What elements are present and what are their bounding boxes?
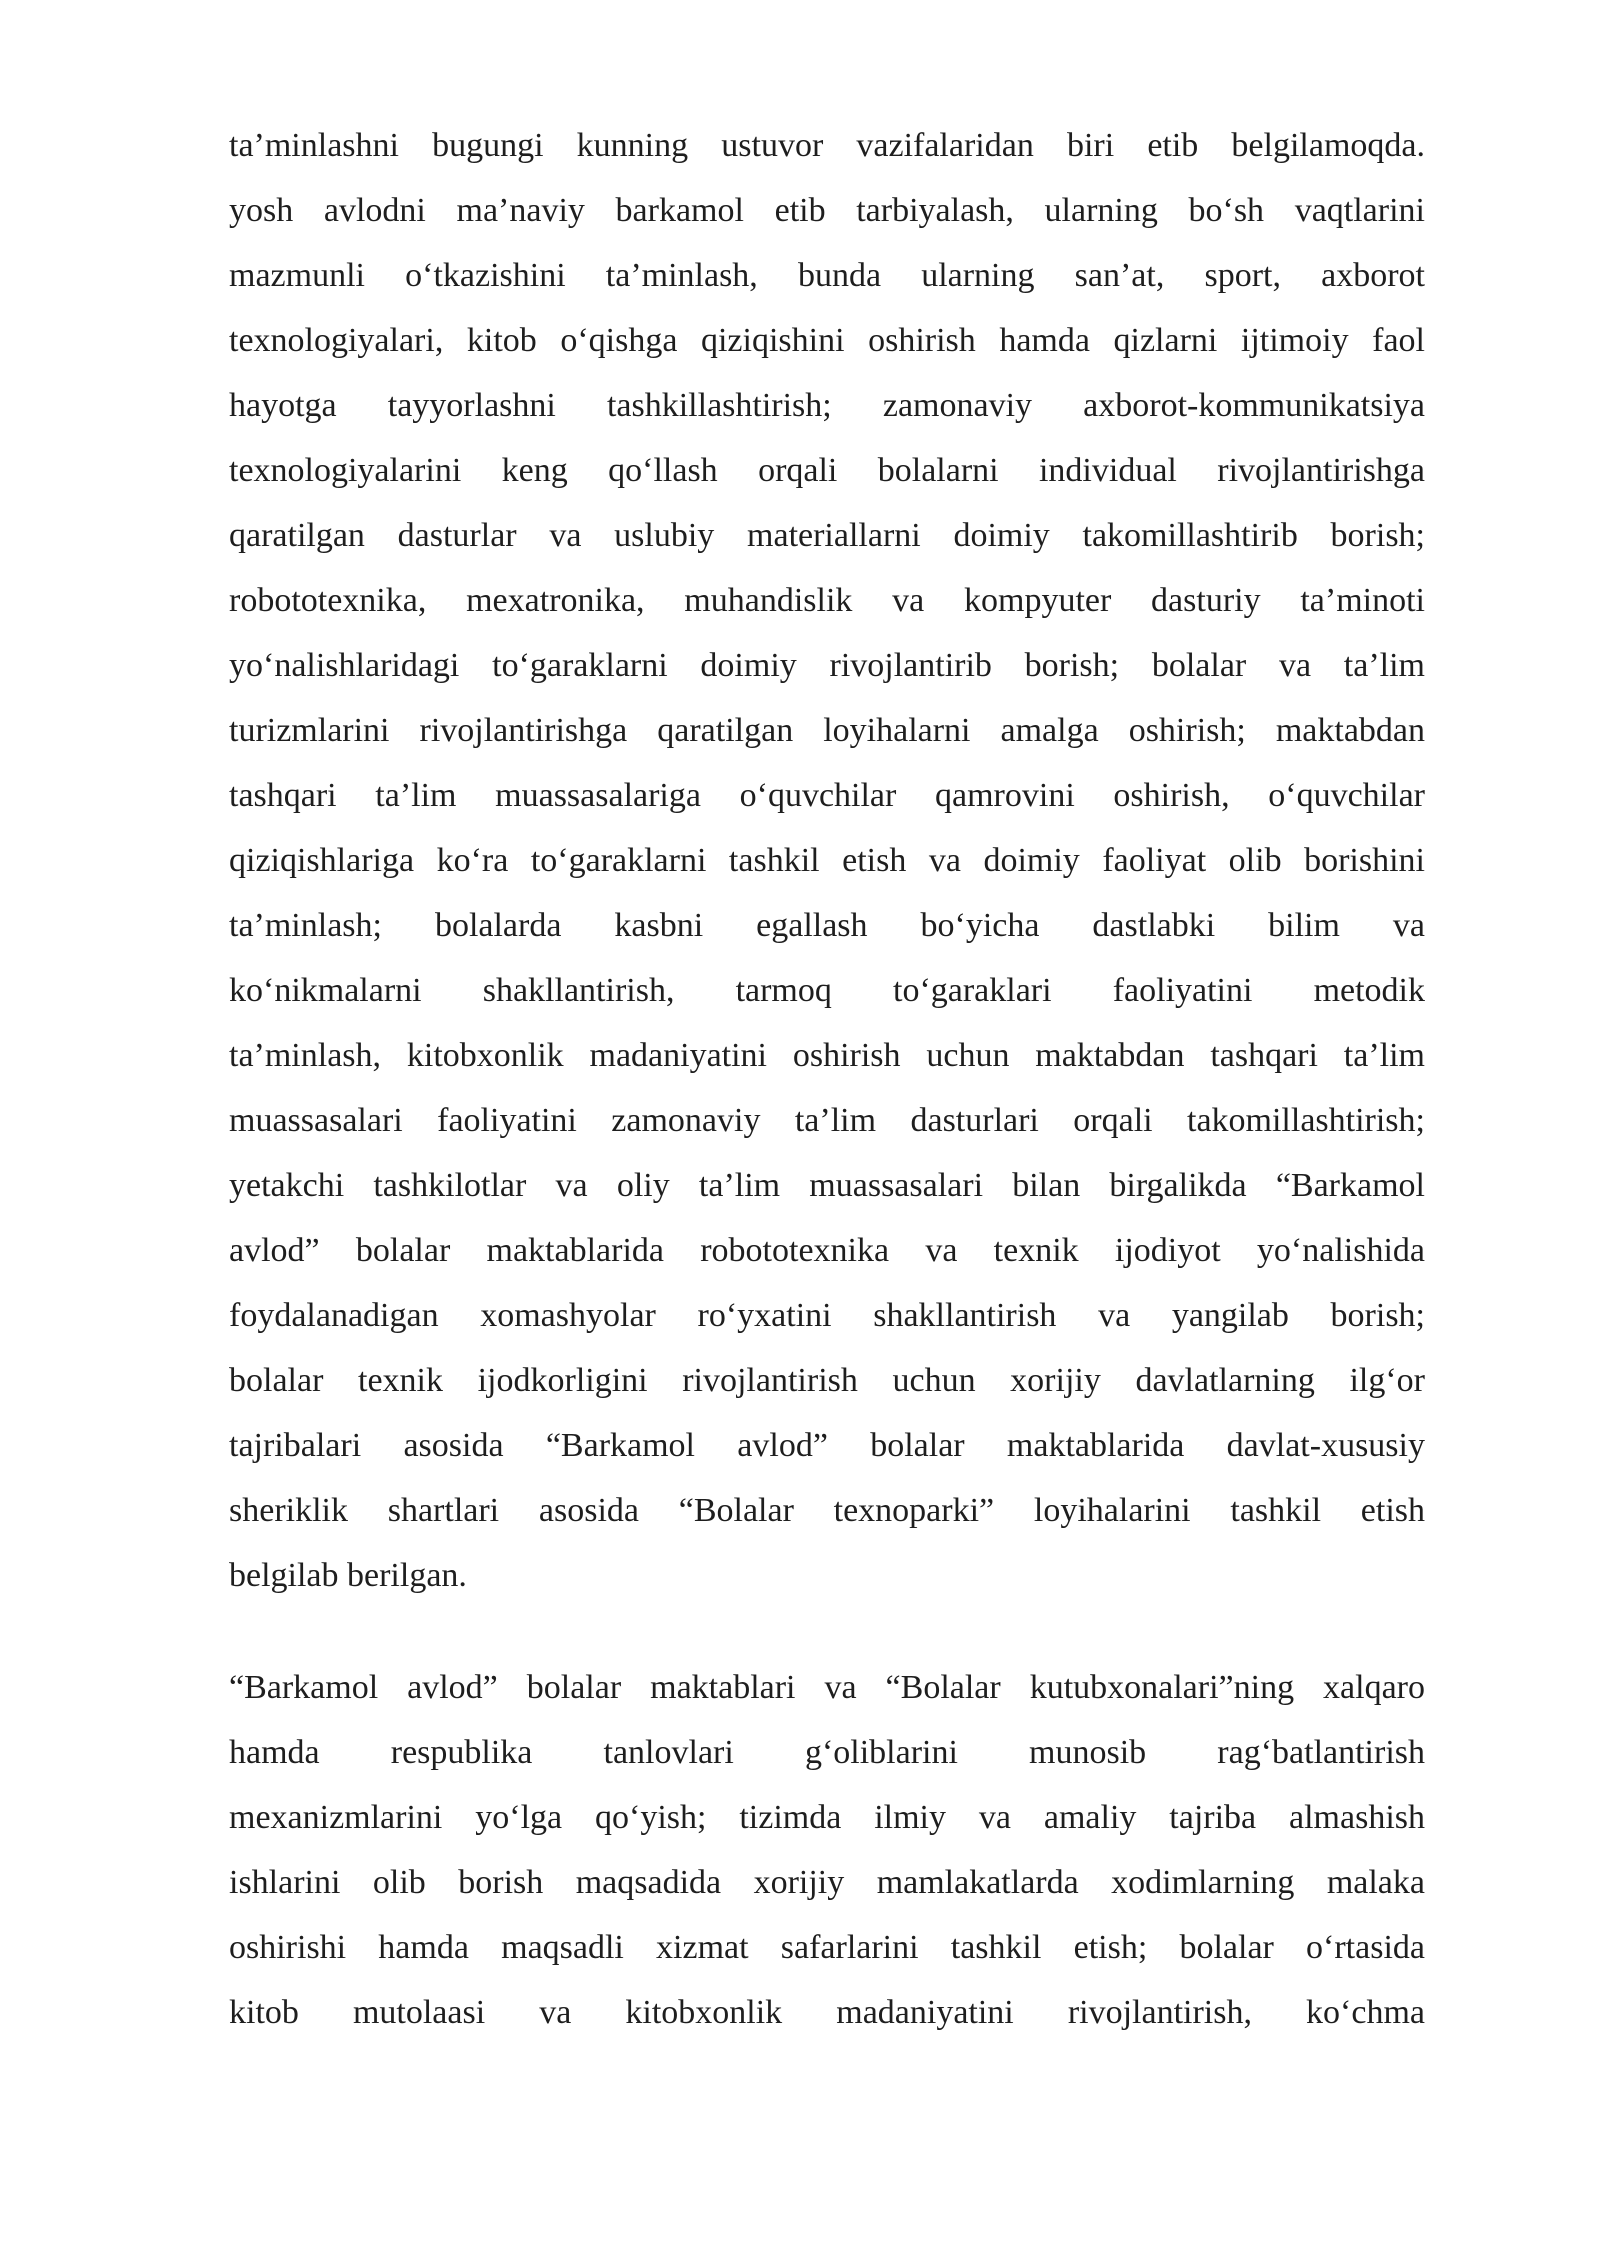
paragraph-line: texnologiyalari, kitob o‘qishga qiziqishini oshirish hamda qizlarni ijtimoiy faol bbox=[229, 322, 1425, 359]
paragraph-line: oshirishi hamda maqsadli xizmat safarlarini tashkil etish; bolalar o‘rtasida bbox=[229, 1929, 1425, 1966]
paragraph-line: qiziqishlariga ko‘ra to‘garaklarni tashkil etish va doimiy faoliyat olib borishini bbox=[229, 842, 1425, 879]
paragraph-line: bolalar texnik ijodkorligini rivojlantirish uchun xorijiy davlatlarning ilg‘or bbox=[229, 1362, 1425, 1399]
paragraph-line: muassasalari faoliyatini zamonaviy ta’lim dasturlari orqali takomillashtirish; bbox=[229, 1102, 1425, 1139]
paragraph-line: ta’minlashni bugungi kunning ustuvor vazifalaridan biri etib belgilamoqda. bbox=[229, 127, 1425, 164]
paragraph-line: ko‘nikmalarni shakllantirish, tarmoq to‘garaklari faoliyatini metodik bbox=[229, 972, 1425, 1009]
paragraph-line: texnologiyalarini keng qo‘llash orqali bolalarni individual rivojlantirishga bbox=[229, 452, 1425, 489]
paragraph-line: mazmunli o‘tkazishini ta’minlash, bunda ularning san’at, sport, axborot bbox=[229, 257, 1425, 294]
paragraph-line: turizmlarini rivojlantirishga qaratilgan loyihalarni amalga oshirish; maktabdan bbox=[229, 712, 1425, 749]
paragraph-line: avlod” bolalar maktablarida robototexnika va texnik ijodiyot yo‘nalishida bbox=[229, 1232, 1425, 1269]
paragraph-line: robototexnika, mexatronika, muhandislik va kompyuter dasturiy ta’minoti bbox=[229, 582, 1425, 619]
paragraph-line: tajribalari asosida “Barkamol avlod” bolalar maktablarida davlat-xususiy bbox=[229, 1427, 1425, 1464]
paragraph-line: foydalanadigan xomashyolar ro‘yxatini shakllantirish va yangilab borish; bbox=[229, 1297, 1425, 1334]
paragraph-line: yo‘nalishlaridagi to‘garaklarni doimiy rivojlantirib borish; bolalar va ta’lim bbox=[229, 647, 1425, 684]
paragraph-2 bbox=[229, 1655, 1425, 2045]
paragraph-1 bbox=[229, 113, 1425, 1608]
paragraph-line: yetakchi tashkilotlar va oliy ta’lim muassasalari bilan birgalikda “Barkamol bbox=[229, 1167, 1425, 1204]
paragraph-line: mexanizmlarini yo‘lga qo‘yish; tizimda ilmiy va amaliy tajriba almashish bbox=[229, 1799, 1425, 1836]
paragraph-line: qaratilgan dasturlar va uslubiy materiallarni doimiy takomillashtirib borish; bbox=[229, 517, 1425, 554]
paragraph-line: kitob mutolaasi va kitobxonlik madaniyatini rivojlantirish, ko‘chma bbox=[229, 1994, 1425, 2031]
paragraph-line: hayotga tayyorlashni tashkillashtirish; zamonaviy axborot-kommunikatsiya bbox=[229, 387, 1425, 424]
paragraph-line: hamda respublika tanlovlari g‘oliblarini munosib rag‘batlantirish bbox=[229, 1734, 1425, 1771]
paragraph-line: ta’minlash, kitobxonlik madaniyatini oshirish uchun maktabdan tashqari ta’lim bbox=[229, 1037, 1425, 1074]
paragraph-line: sheriklik shartlari asosida “Bolalar texnoparki” loyihalarini tashkil etish bbox=[229, 1492, 1425, 1529]
paragraph-line: belgilab berilgan. bbox=[229, 1557, 467, 1594]
paragraph-line: ta’minlash; bolalarda kasbni egallash bo‘yicha dastlabki bilim va bbox=[229, 907, 1425, 944]
paragraph-line: yosh avlodni ma’naviy barkamol etib tarbiyalash, ularning bo‘sh vaqtlarini bbox=[229, 192, 1425, 229]
paragraph-line: tashqari ta’lim muassasalariga o‘quvchilar qamrovini oshirish, o‘quvchilar bbox=[229, 777, 1425, 814]
paragraph-line: “Barkamol avlod” bolalar maktablari va “Bolalar kutubxonalari”ning xalqaro bbox=[229, 1669, 1425, 1706]
paragraph-line: ishlarini olib borish maqsadida xorijiy mamlakatlarda xodimlarning malaka bbox=[229, 1864, 1425, 1901]
